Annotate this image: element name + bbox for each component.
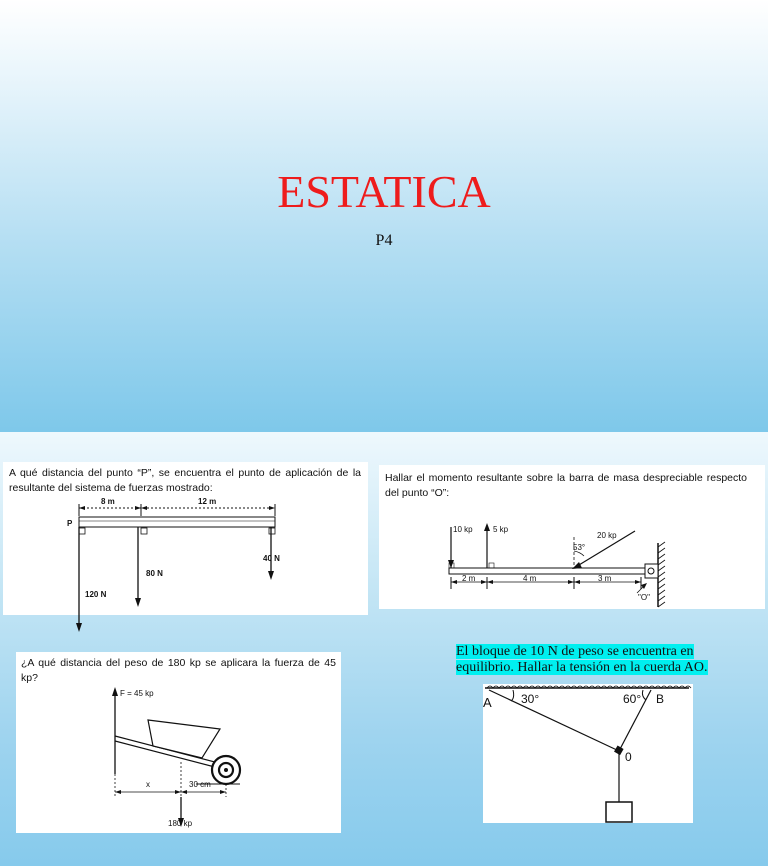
force-5kp-label: 5 kp bbox=[493, 525, 509, 534]
point-a-label: A bbox=[483, 695, 492, 710]
problem-1-card bbox=[3, 462, 368, 615]
dim-8m-label: 8 m bbox=[101, 497, 115, 506]
force-20kp-label: 20 kp bbox=[597, 531, 617, 540]
problem-4-card bbox=[483, 684, 693, 823]
dim-3m-label: 3 m bbox=[598, 574, 612, 583]
problem-3-text: ¿A qué distancia del peso de 180 kp se aplicara la fuerza de 45 kp? bbox=[21, 657, 336, 684]
weight-180kp-label: 180 kp bbox=[168, 819, 193, 828]
point-p-label: P bbox=[67, 519, 73, 528]
angle-60-label: 60° bbox=[623, 692, 642, 706]
force-120n-label: 120 N bbox=[85, 590, 107, 599]
angle-53-label: 53° bbox=[573, 543, 586, 552]
dim-2m-label: 2 m bbox=[462, 574, 476, 583]
angle-30-label: 30° bbox=[521, 692, 540, 706]
force-80n-label: 80 N bbox=[146, 569, 163, 578]
force-f-label: F = 45 kp bbox=[120, 689, 154, 698]
problem-2-diagram bbox=[379, 465, 765, 609]
force-40n-label: 40 N bbox=[263, 554, 280, 563]
slide-subtitle: P4 bbox=[375, 232, 393, 249]
dim-30cm-label: 30 cm bbox=[189, 780, 211, 789]
problem-3-diagram bbox=[16, 652, 341, 833]
title-slide bbox=[0, 0, 768, 432]
problem-2-text: Hallar el momento resultante sobre la barra de masa despreciable respecto del punto “O”: bbox=[385, 472, 747, 499]
point-b-label: B bbox=[656, 692, 665, 706]
problems-slide bbox=[0, 432, 768, 866]
problem-4-line-1: El bloque de 10 N de peso se encuentra en bbox=[456, 644, 694, 659]
problem-1-text: A qué distancia del punto “P”, se encuentra el punto de aplicación de la resultante del sistema de fuerzas mostrado: bbox=[9, 467, 361, 494]
slide-title: ESTATICA bbox=[277, 166, 491, 217]
problem-3-card bbox=[16, 652, 341, 833]
dim-12m-label: 12 m bbox=[198, 497, 217, 506]
problem-1-diagram bbox=[3, 462, 368, 615]
problem-4-line-2: equilibrio. Hallar la tensión en la cuerda AO. bbox=[456, 660, 708, 675]
point-o-label: "O" bbox=[638, 593, 650, 602]
dim-4m-label: 4 m bbox=[523, 574, 537, 583]
dim-x-label: x bbox=[146, 780, 150, 789]
force-10kp-label: 10 kp bbox=[453, 525, 473, 534]
point-o-label-2: 0 bbox=[625, 750, 632, 764]
problem-2-card bbox=[379, 465, 765, 609]
problem-4-text bbox=[456, 644, 756, 676]
